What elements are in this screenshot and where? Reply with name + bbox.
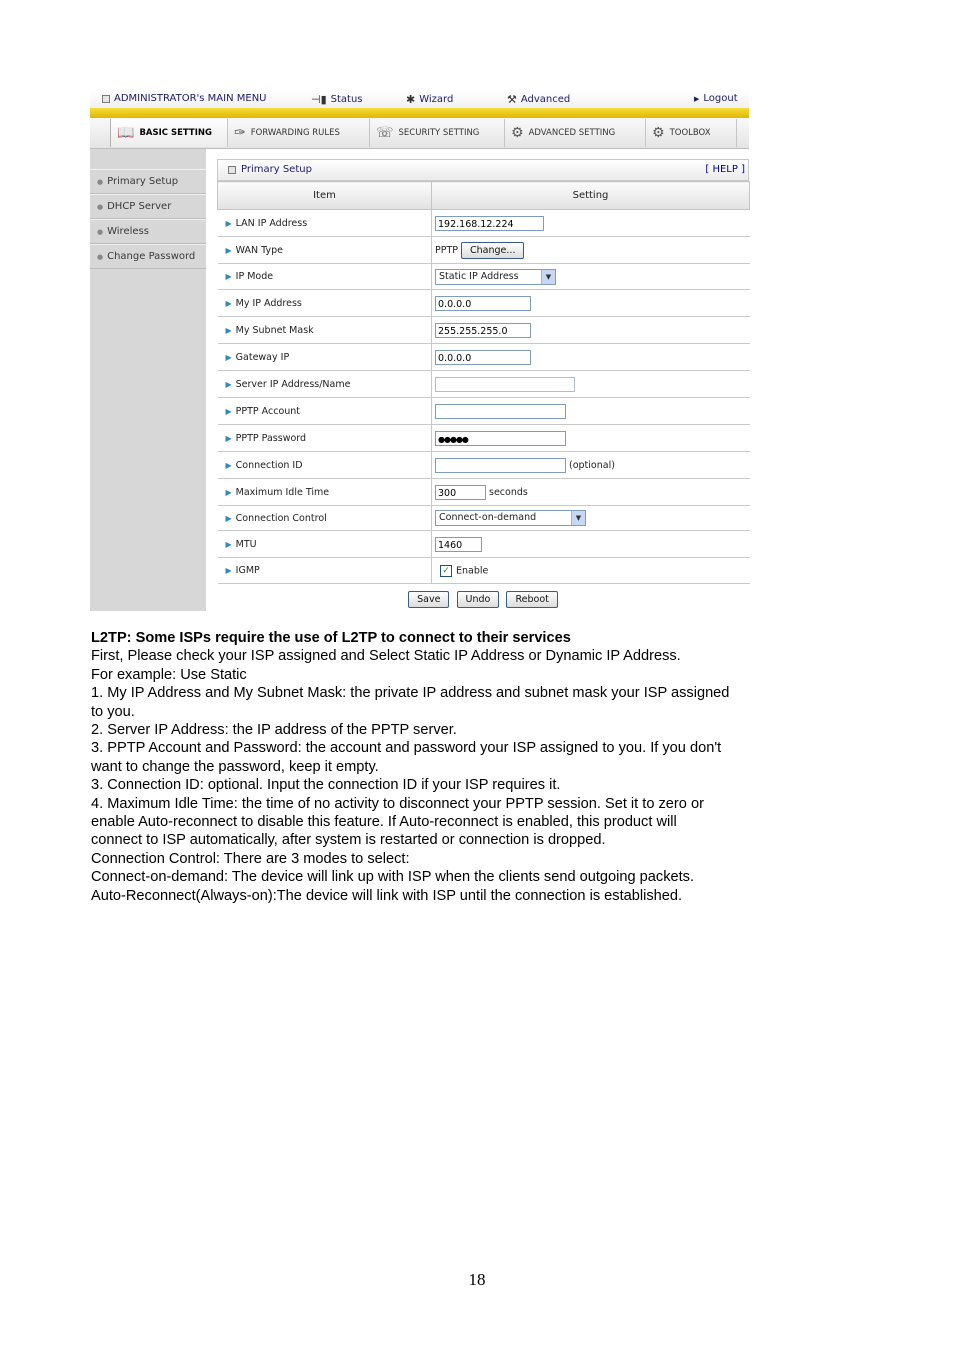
row-arrow-icon: ▶ [225, 218, 232, 228]
igmp-enable-checkbox[interactable]: ✓ [440, 565, 452, 577]
logout-menu[interactable] [694, 93, 738, 104]
row-label: IP Mode [235, 271, 274, 282]
sidebar-item-change-password[interactable] [90, 244, 206, 269]
wizard-icon: ✱ [406, 93, 416, 106]
ip-mode-select[interactable] [435, 269, 556, 285]
tab-label: SECURITY SETTING [398, 128, 480, 138]
table-row [218, 558, 750, 584]
body-line: want to change the password, keep it empty. [91, 758, 379, 775]
table-row [218, 344, 750, 371]
table-row [218, 371, 750, 398]
row-arrow-icon: ▶ [225, 406, 232, 416]
body-line: Connect-on-demand: The device will link up with ISP when the clients send outgoing packets. [91, 869, 695, 886]
row-label: PPTP Password [235, 432, 307, 444]
wizard-label: Wizard [419, 94, 454, 105]
panel-square-icon [228, 166, 236, 174]
pptp-password-input[interactable]: ●●●●● [435, 431, 566, 446]
settings-table [217, 181, 750, 584]
table-row [218, 531, 750, 558]
table-row [218, 290, 750, 317]
row-arrow-icon: ▶ [225, 566, 232, 575]
row-arrow-icon: ▶ [225, 513, 232, 523]
body-line: For example: Use Static [91, 666, 247, 683]
connection-control-selected: Connect-on-demand [439, 512, 537, 523]
server-ip-input[interactable] [435, 377, 575, 392]
body-line: connect to ISP automatically, after system is restarted or connection is dropped. [91, 832, 606, 849]
body-line: enable Auto-reconnect to disable this feature. If Auto-reconnect is enabled, this product will [91, 814, 677, 831]
row-label: LAN IP Address [235, 217, 308, 229]
status-icon: ⊣▮ [311, 93, 327, 106]
body-line: Auto-Reconnect(Always-on):The device will link with ISP until the connection is established. [91, 887, 683, 904]
reboot-button[interactable]: Reboot [506, 591, 557, 608]
tab-label: ADVANCED SETTING [528, 128, 616, 138]
table-row [218, 506, 750, 531]
body-line: 3. PPTP Account and Password: the account and password your ISP assigned to you. If you don't [91, 740, 722, 757]
table-row [218, 479, 750, 506]
advanced-setting-icon: ⚙ [511, 125, 524, 141]
change-button[interactable]: Change... [461, 242, 524, 259]
forwarding-icon: ✑ [234, 125, 246, 141]
table-row [218, 398, 750, 425]
body-line: First, Please check your ISP assigned and Select Static IP Address or Dynamic IP Address. [91, 648, 681, 665]
book-icon: 📖 [117, 125, 135, 141]
page-number: 18 [468, 1270, 486, 1289]
admin-menu-label: ADMINISTRATOR's MAIN MENU [114, 93, 267, 104]
row-label: Connection Control [235, 512, 327, 524]
gateway-ip-input[interactable]: 0.0.0.0 [435, 350, 531, 365]
row-label: PPTP Account [235, 405, 301, 417]
table-row [218, 237, 750, 264]
body-line: 4. Maximum Idle Time: the time of no activity to disconnect your PPTP session. Set it to zero or [91, 795, 704, 812]
sidebar-item-label: Primary Setup [107, 176, 179, 187]
table-row [218, 317, 750, 344]
wan-type-value: PPTP [435, 244, 458, 256]
row-arrow-icon: ▶ [225, 460, 232, 470]
row-label: Connection ID [235, 459, 303, 471]
undo-button[interactable]: Undo [457, 591, 500, 608]
action-buttons [217, 584, 749, 611]
tab-label: BASIC SETTING [139, 128, 212, 138]
wizard-menu[interactable] [406, 93, 453, 106]
router-ui-screenshot [90, 90, 749, 611]
section-heading: L2TP: Some ISPs require the use of L2TP to connect to their services [91, 630, 571, 646]
mtu-input[interactable]: 1460 [435, 537, 482, 552]
row-label: Gateway IP [235, 351, 290, 363]
table-row [218, 264, 750, 290]
panel-title: Primary Setup [241, 164, 312, 175]
row-arrow-icon: ▶ [225, 539, 232, 549]
row-label: MTU [235, 538, 257, 550]
logout-label: Logout [703, 93, 738, 104]
enable-label: Enable [456, 565, 489, 576]
row-label: Maximum Idle Time [235, 486, 330, 498]
body-line: 1. My IP Address and My Subnet Mask: the private IP address and subnet mask your ISP assigned [91, 685, 730, 702]
sidebar [90, 149, 206, 611]
save-button[interactable]: Save [408, 591, 449, 608]
menu-square-icon [102, 95, 110, 103]
row-label: WAN Type [235, 244, 283, 256]
help-link[interactable]: [ HELP ] [705, 164, 745, 175]
yellow-divider [90, 108, 749, 118]
advanced-icon: ⚒ [507, 93, 517, 106]
tab-bar [90, 118, 749, 149]
bullet-icon: ● [97, 202, 104, 211]
tab-security-setting[interactable] [370, 119, 505, 147]
pptp-account-input[interactable] [435, 404, 566, 419]
sidebar-item-label: Change Password [107, 251, 196, 262]
row-arrow-icon: ▶ [225, 433, 232, 443]
chevron-down-icon: ▼ [541, 270, 555, 284]
sidebar-item-wireless[interactable] [90, 219, 206, 244]
tab-forwarding-rules[interactable] [228, 119, 370, 147]
table-row [218, 452, 750, 479]
connection-id-input[interactable] [435, 458, 566, 473]
toolbox-icon: ⚙ [652, 125, 665, 141]
row-arrow-icon: ▶ [225, 487, 232, 497]
status-menu[interactable] [311, 93, 363, 106]
seconds-label: seconds [489, 486, 528, 498]
row-arrow-icon: ▶ [225, 245, 232, 255]
row-arrow-icon: ▶ [225, 352, 232, 362]
main-panel [217, 159, 749, 611]
logout-arrow-icon: ▶ [694, 94, 700, 103]
sidebar-item-primary-setup[interactable] [90, 169, 206, 194]
sidebar-item-label: Wireless [107, 226, 149, 237]
row-arrow-icon: ▶ [225, 298, 232, 308]
security-icon: ☏ [376, 125, 394, 141]
row-label: My Subnet Mask [235, 324, 314, 336]
column-header-item: Item [218, 182, 432, 210]
row-arrow-icon: ▶ [225, 379, 232, 389]
row-label: Server IP Address/Name [235, 378, 351, 390]
ip-mode-selected: Static IP Address [439, 270, 519, 282]
admin-main-menu[interactable] [102, 93, 267, 104]
bullet-icon: ● [97, 177, 104, 186]
connection-control-select[interactable] [435, 510, 586, 526]
table-row [218, 425, 750, 452]
status-label: Status [330, 94, 363, 105]
tab-toolbox[interactable] [646, 119, 737, 147]
panel-header [217, 159, 749, 181]
lan-ip-input[interactable]: 192.168.12.224 [435, 216, 544, 231]
chevron-down-icon: ▼ [571, 511, 585, 525]
row-arrow-icon: ▶ [225, 272, 232, 281]
idle-time-input[interactable]: 300 [435, 485, 486, 500]
tab-label: FORWARDING RULES [250, 128, 340, 138]
optional-note: (optional) [569, 459, 615, 471]
bullet-icon: ● [97, 227, 104, 236]
sidebar-header [90, 149, 206, 169]
my-ip-input[interactable]: 0.0.0.0 [435, 296, 531, 311]
row-label: My IP Address [235, 297, 302, 309]
tab-advanced-setting[interactable] [505, 119, 646, 147]
subnet-mask-input[interactable]: 255.255.255.0 [435, 323, 531, 338]
table-row [218, 210, 750, 237]
top-menu [90, 90, 749, 108]
body-line: Connection Control: There are 3 modes to select: [91, 850, 410, 867]
advanced-label: Advanced [520, 94, 571, 105]
sidebar-item-label: DHCP Server [107, 201, 172, 212]
document-body [91, 629, 811, 905]
sidebar-item-dhcp-server[interactable] [90, 194, 206, 219]
tab-label: TOOLBOX [669, 128, 711, 138]
advanced-menu[interactable] [507, 93, 570, 106]
body-line: 3. Connection ID: optional. Input the connection ID if your ISP requires it. [91, 777, 561, 794]
bullet-icon: ● [97, 252, 104, 261]
row-arrow-icon: ▶ [225, 325, 232, 335]
body-line: 2. Server IP Address: the IP address of the PPTP server. [91, 722, 457, 739]
row-label: IGMP [235, 565, 260, 576]
body-line: to you. [91, 703, 135, 720]
tab-basic-setting[interactable] [110, 119, 228, 147]
column-header-setting: Setting [432, 182, 750, 210]
